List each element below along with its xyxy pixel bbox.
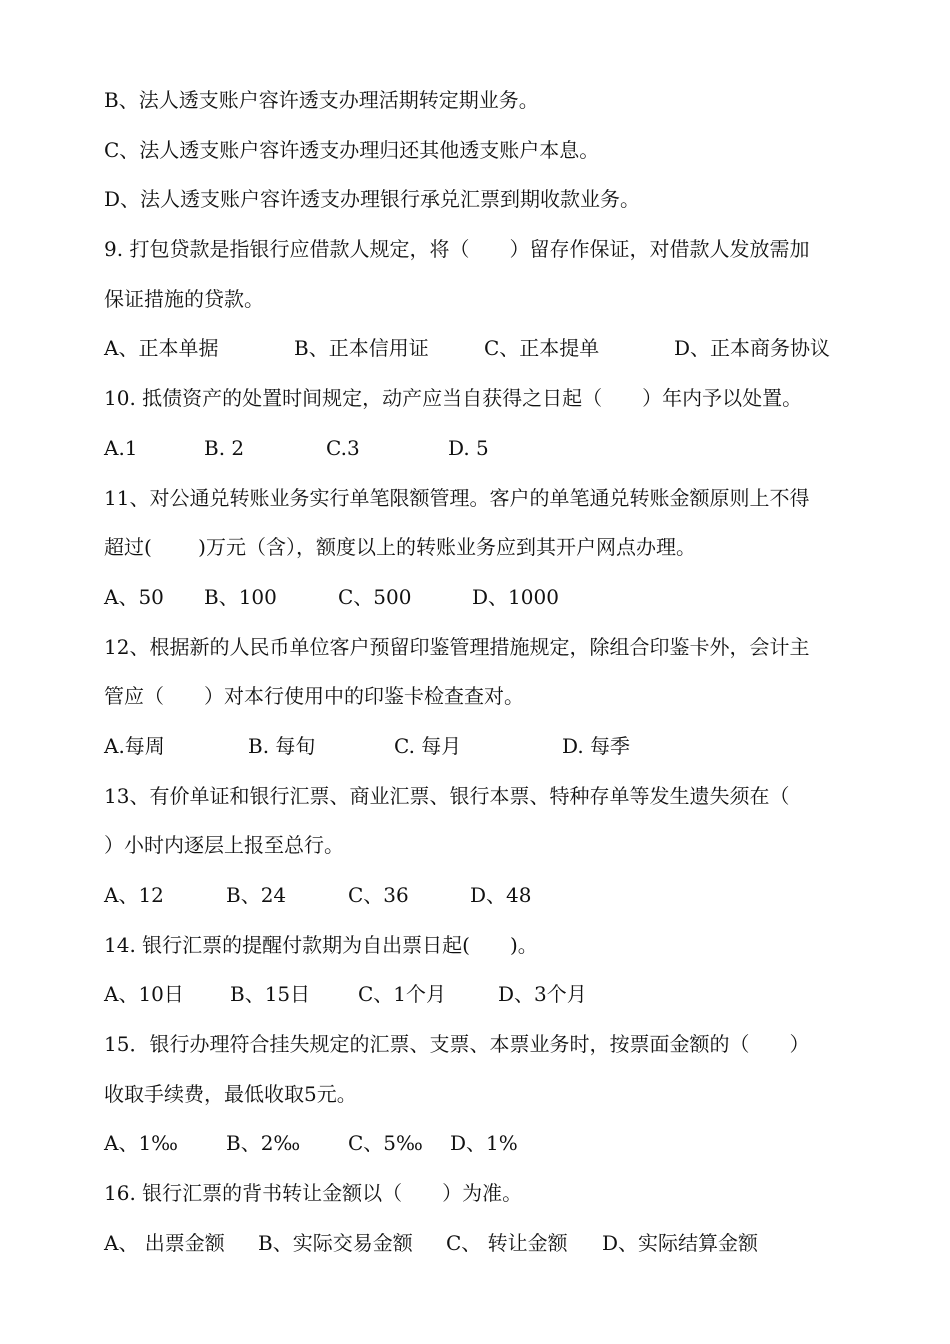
option-c: C、5‰ xyxy=(348,1131,423,1156)
option-d: D、正本商务协议 xyxy=(674,336,831,361)
question-10-options xyxy=(104,424,894,474)
option-c: C、正本提单 xyxy=(484,336,600,361)
option-b: B、24 xyxy=(226,883,287,907)
option-a: A、 出票金额 xyxy=(104,1230,225,1255)
question-11-text: 11、对公通兑转账业务实行单笔限额管理。客户的单笔通兑转账金额原则上不得 xyxy=(104,485,810,510)
question-9-options xyxy=(104,324,894,374)
option-d: D. 每季 xyxy=(562,733,631,758)
question-10-text: 10. 抵债资产的处置时间规定，动产应当自获得之日起（ ）年内予以处置。 xyxy=(104,386,803,411)
question-14-options xyxy=(104,970,894,1020)
question-12-text: 12、根据新的人民币单位客户预留印鉴管理措施规定，除组合印鉴卡外，会计主 xyxy=(104,634,810,659)
option-b: B. 2 xyxy=(204,435,245,460)
question-13-text-cont: ）小时内逐层上报至总行。 xyxy=(104,833,344,858)
question-9-text-cont: 保证措施的贷款。 xyxy=(104,286,264,311)
option-b: B、正本信用证 xyxy=(294,336,429,361)
question-16-text: 16. 银行汇票的背书转让金额以（ ）为准。 xyxy=(104,1181,523,1206)
option-b: B、实际交易金额 xyxy=(258,1230,413,1255)
option-c: C、 转让金额 xyxy=(446,1230,568,1255)
option-a: A.1 xyxy=(104,435,138,460)
option-a: A、12 xyxy=(104,883,164,907)
question-12-options xyxy=(104,722,894,772)
question-14-text: 14. 银行汇票的提醒付款期为自出票日起( )。 xyxy=(104,932,538,957)
question-9-text: 9. 打包贷款是指银行应借款人规定，将（ ）留存作保证，对借款人发放需加 xyxy=(104,237,810,262)
question-11-options xyxy=(104,573,894,623)
option-a: A.每周 xyxy=(104,733,165,758)
option-c: C. 每月 xyxy=(394,733,462,758)
option-b: B、100 xyxy=(204,584,277,609)
option-c: C.3 xyxy=(326,435,360,460)
option-c-prev: C、法人透支账户容许透支办理归还其他透支账户本息。 xyxy=(104,137,600,162)
option-d: D、实际结算金额 xyxy=(602,1230,759,1255)
option-a: A、1‰ xyxy=(104,1131,179,1156)
document-page xyxy=(104,76,894,1269)
option-d: D. 5 xyxy=(448,435,489,460)
option-d: D、48 xyxy=(470,883,532,907)
question-11-text-cont: 超过( )万元（含），额度以上的转账业务应到其开户网点办理。 xyxy=(104,535,696,560)
option-b: B、2‰ xyxy=(226,1131,301,1156)
option-b-prev: B、法人透支账户容许透支办理活期转定期业务。 xyxy=(104,88,539,112)
option-b: B. 每旬 xyxy=(248,733,316,758)
question-15-text-cont: 收取手续费，最低收取5元。 xyxy=(104,1081,357,1106)
option-a: A、50 xyxy=(104,584,164,609)
question-15-text: 15．银行办理符合挂失规定的汇票、支票、本票业务时，按票面金额的（ ） xyxy=(104,1032,810,1057)
question-13-text: 13、有价单证和银行汇票、商业汇票、银行本票、特种存单等发生遗失须在（ xyxy=(104,783,790,808)
option-d: D、1% xyxy=(450,1131,518,1156)
question-12-text-cont: 管应（ ）对本行使用中的印鉴卡检查查对。 xyxy=(104,684,524,709)
question-13-options xyxy=(104,871,894,921)
option-c: C、36 xyxy=(348,883,409,907)
option-d: D、1000 xyxy=(472,584,559,609)
option-d: D、3个月 xyxy=(498,982,587,1007)
question-15-options xyxy=(104,1119,894,1169)
option-a: A、正本单据 xyxy=(104,336,219,361)
option-c: C、1个月 xyxy=(358,982,447,1007)
option-a: A、10日 xyxy=(104,982,184,1007)
option-b: B、15日 xyxy=(230,982,311,1007)
question-16-options xyxy=(104,1219,894,1269)
option-c: C、500 xyxy=(338,584,412,609)
option-d-prev: D、法人透支账户容许透支办理银行承兑汇票到期收款业务。 xyxy=(104,187,641,212)
